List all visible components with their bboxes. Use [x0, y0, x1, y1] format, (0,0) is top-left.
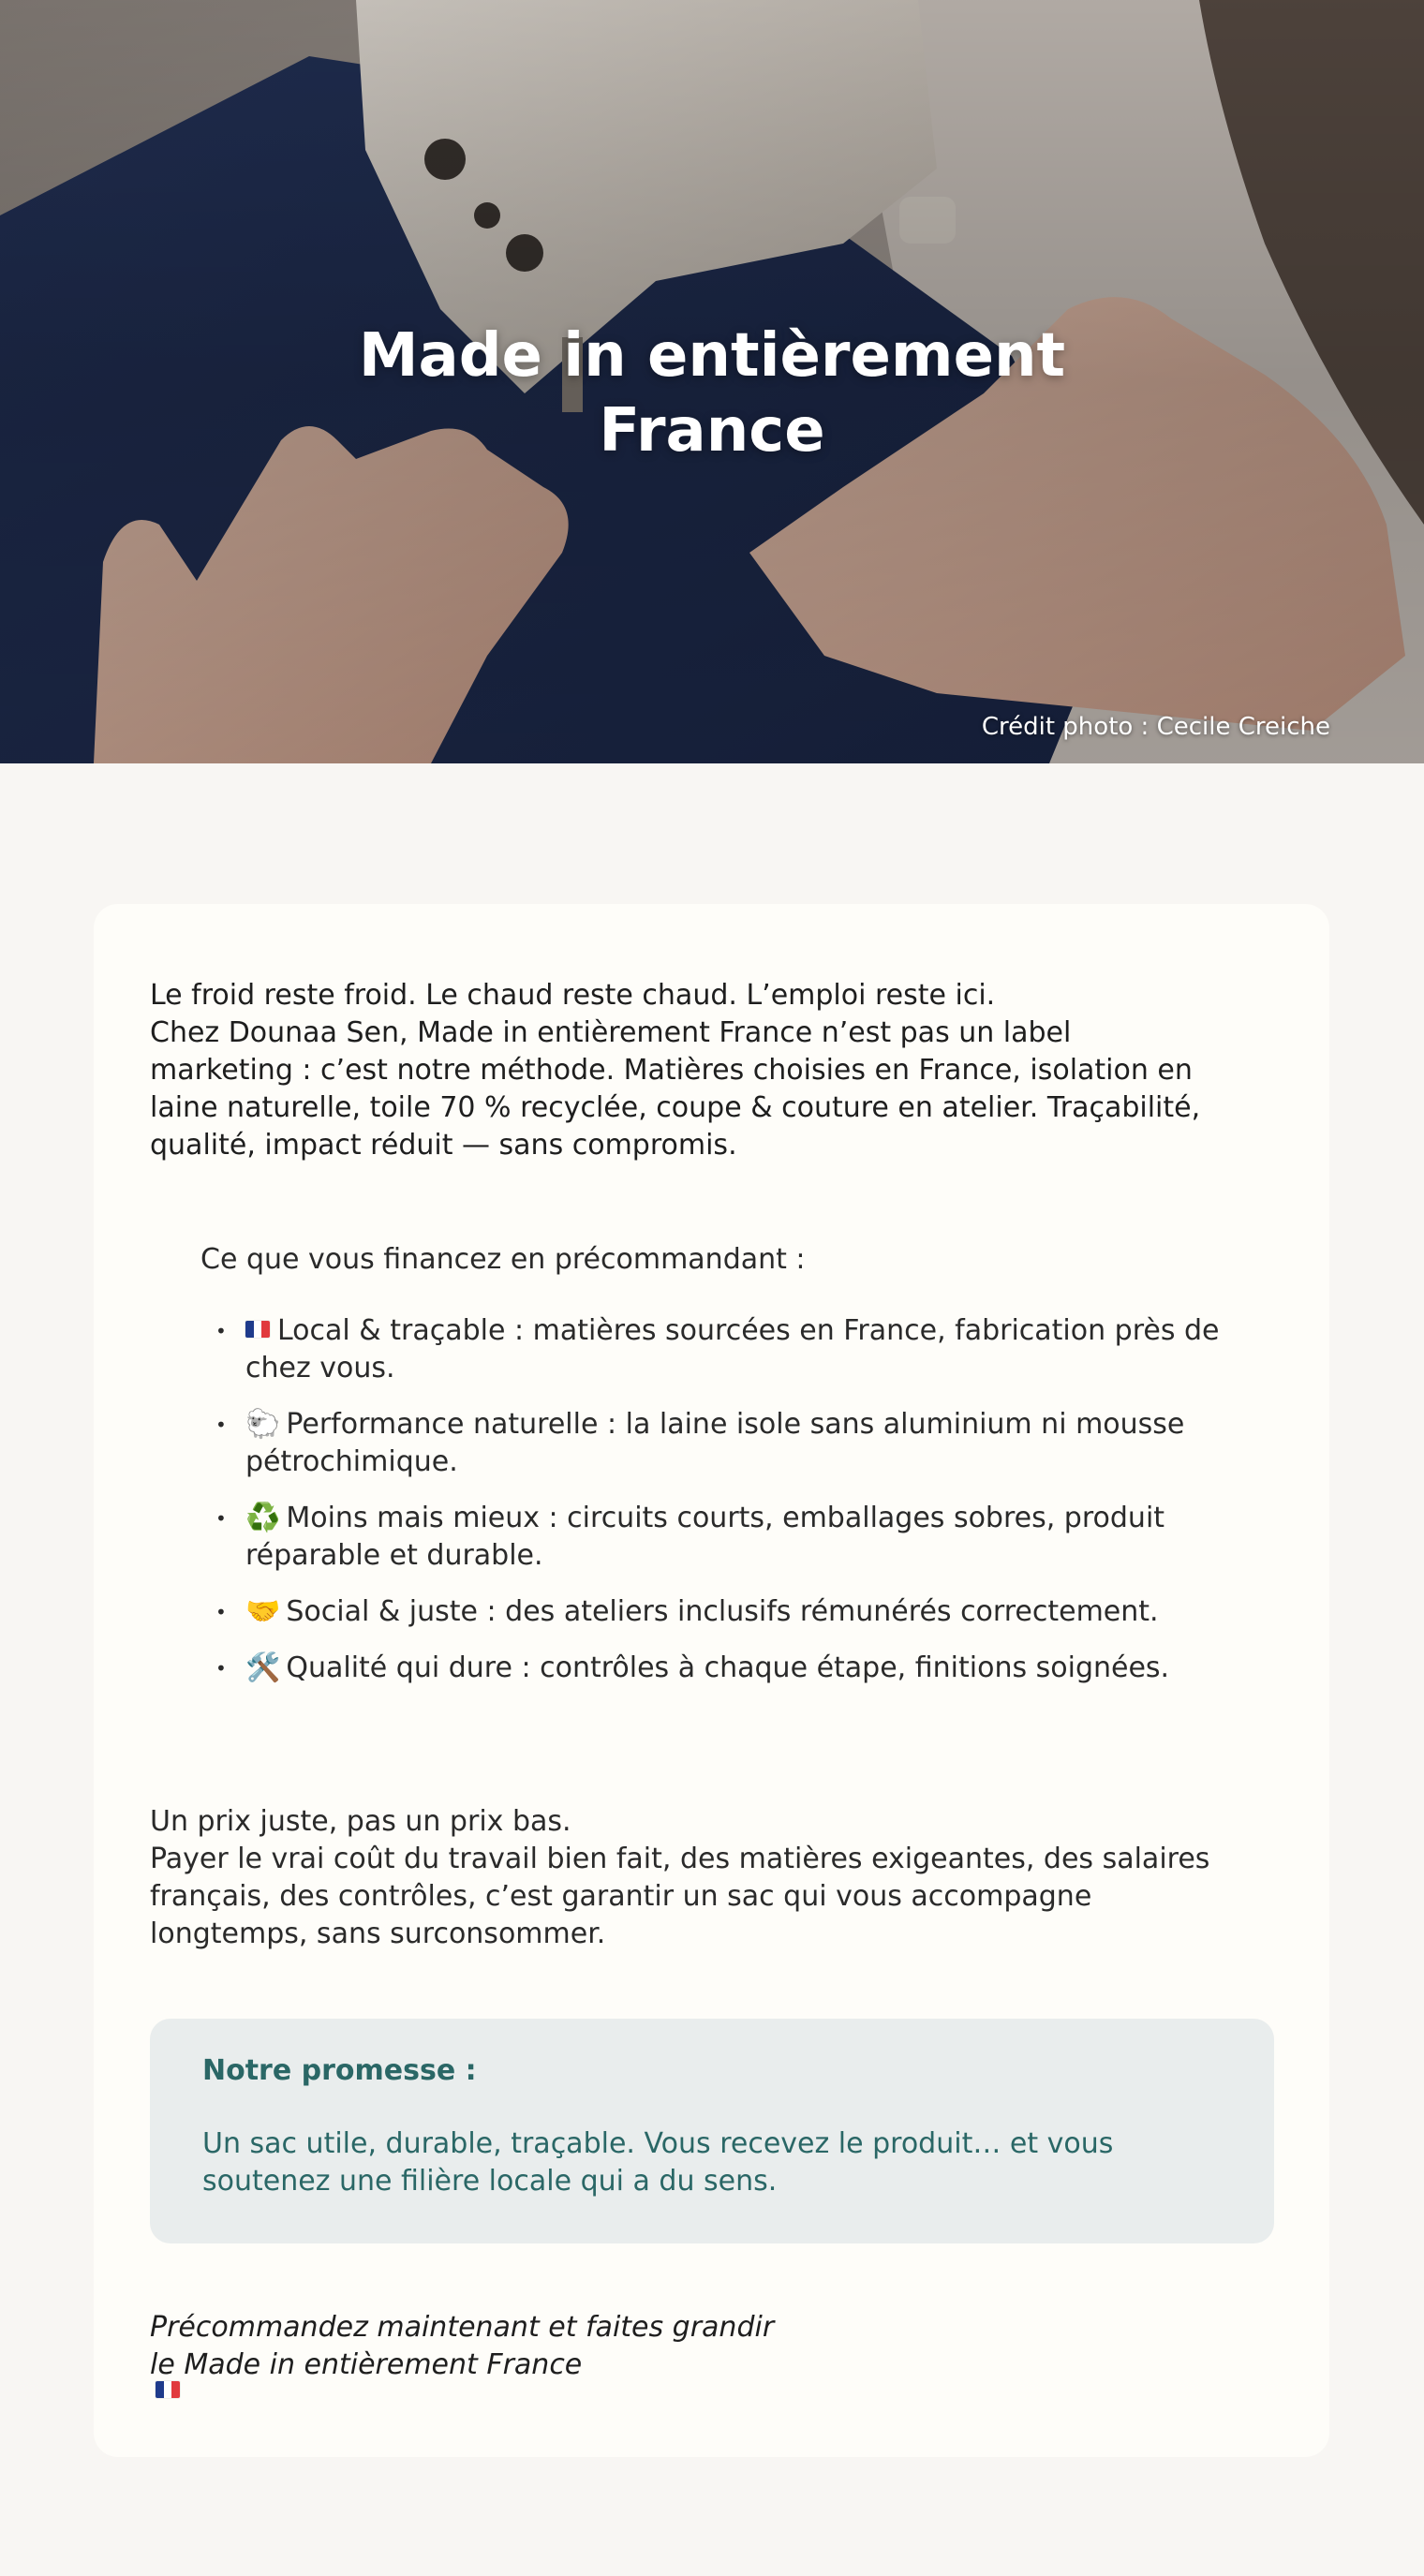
- french-flag-icon: [245, 1321, 270, 1338]
- cta-line: le Made in entièrement France: [150, 2348, 583, 2381]
- promise-box: [150, 2019, 1274, 2243]
- list-item: [200, 1650, 1220, 1687]
- tools-icon: 🛠️: [245, 1651, 281, 1684]
- list-item-text: Social & juste : des ateliers inclusifs rémunérés correctement.: [286, 1595, 1159, 1628]
- intro-line: Chez Dounaa Sen, Made in entièrement France n’est pas un label: [150, 1016, 1072, 1049]
- list-item: [200, 1593, 1220, 1631]
- price-line: Un prix juste, pas un prix bas.: [150, 1805, 571, 1838]
- price-line: français, des contrôles, c’est garantir un sac qui vous accompagne: [150, 1880, 1092, 1913]
- bullet-icon: •: [215, 1320, 227, 1342]
- list-item-text: Performance naturelle : la laine isole sans aluminium ni mousse pétrochimique.: [245, 1408, 1185, 1478]
- hero-banner: [0, 0, 1424, 763]
- benefits-list: [200, 1312, 1268, 1687]
- sheep-icon: 🐑: [245, 1408, 281, 1441]
- intro-line: Le froid reste froid. Le chaud reste chaud. L’emploi reste ici.: [150, 979, 996, 1012]
- intro-line: qualité, impact réduit — sans compromis.: [150, 1129, 737, 1162]
- list-item-text: Moins mais mieux : circuits courts, emballages sobres, produit réparable et durable.: [245, 1502, 1165, 1572]
- bullet-icon: •: [215, 1507, 227, 1530]
- hero-title: [0, 318, 1424, 468]
- intro-paragraph: [150, 977, 1274, 1164]
- preorder-cta: [150, 2309, 1274, 2401]
- hero-title-line2: France: [599, 396, 825, 466]
- intro-line: laine naturelle, toile 70 % recyclée, coupe & couture en atelier. Traçabilité,: [150, 1091, 1201, 1124]
- hero-title-line1: Made in entièrement: [358, 321, 1066, 391]
- finance-section: [200, 1241, 1268, 1706]
- finance-heading: Ce que vous financez en précommandant :: [200, 1243, 806, 1276]
- cta-line: Précommandez maintenant et faites grandir: [150, 2311, 775, 2344]
- bullet-icon: •: [215, 1414, 227, 1436]
- content-card: [94, 904, 1329, 2457]
- french-flag-icon: [156, 2381, 180, 2398]
- list-item-text: Qualité qui dure : contrôles à chaque étape, finitions soignées.: [286, 1651, 1170, 1684]
- list-item-text: Local & traçable : matières sourcées en France, fabrication près de chez vous.: [245, 1314, 1220, 1384]
- handshake-icon: 🤝: [245, 1595, 281, 1628]
- bullet-icon: •: [215, 1657, 227, 1680]
- recycle-icon: ♻️: [245, 1502, 281, 1534]
- cta-line-2: [150, 2347, 1274, 2401]
- promise-text: Un sac utile, durable, traçable. Vous recevez le produit… et vous soutenez une filière locale qui a du sens.: [202, 2127, 1114, 2198]
- price-line: Payer le vrai coût du travail bien fait, des matières exigeantes, des salaires: [150, 1843, 1210, 1875]
- promise-title: Notre promesse :: [202, 2054, 477, 2087]
- list-item: [200, 1500, 1220, 1575]
- photo-credit: Crédit photo : Cecile Creiche: [981, 713, 1330, 741]
- list-item: [200, 1312, 1220, 1387]
- price-paragraph: [150, 1803, 1274, 1953]
- price-line: longtemps, sans surconsommer.: [150, 1917, 606, 1950]
- bullet-icon: •: [215, 1601, 227, 1623]
- intro-line: marketing : c’est notre méthode. Matières choisies en France, isolation en: [150, 1054, 1193, 1087]
- list-item: [200, 1406, 1220, 1481]
